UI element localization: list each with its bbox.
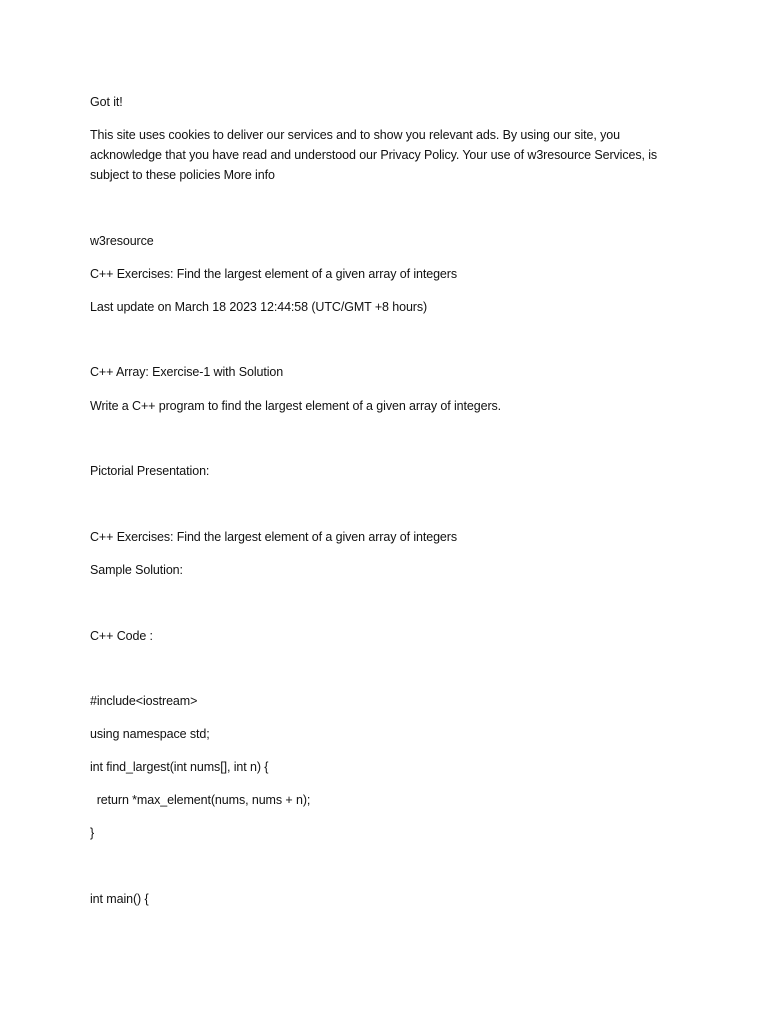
code-label: C++ Code :: [90, 629, 153, 643]
exercise-heading: C++ Array: Exercise-1 with Solution: [90, 365, 284, 379]
image-caption: C++ Exercises: Find the largest element of a given array of integers: [90, 530, 457, 544]
cookie-message-line: This site uses cookies to deliver our services and to show you relevant ads. By using our site, you: [90, 128, 620, 142]
code-line: return *max_element(nums, nums + n);: [90, 793, 311, 807]
code-line: int main() {: [90, 892, 149, 906]
task-description: Write a C++ program to find the largest element of a given array of integers.: [90, 399, 502, 413]
pictorial-label: Pictorial Presentation:: [90, 464, 210, 478]
code-line: #include<iostream>: [90, 694, 198, 708]
cookie-message: [90, 125, 658, 185]
document-page: [90, 0, 690, 1024]
last-update: Last update on March 18 2023 12:44:58 (UTC/GMT +8 hours): [90, 300, 428, 314]
code-line: int find_largest(int nums[], int n) {: [90, 760, 269, 774]
site-name[interactable]: w3resource: [90, 234, 154, 248]
cookie-message-line: subject to these policies More info: [90, 168, 275, 182]
code-line: }: [90, 826, 95, 840]
sample-solution-label: Sample Solution:: [90, 563, 183, 577]
got-it-button[interactable]: Got it!: [90, 95, 123, 109]
page-title: C++ Exercises: Find the largest element of a given array of integers: [90, 267, 457, 281]
code-line: using namespace std;: [90, 727, 210, 741]
cookie-message-line: acknowledge that you have read and understood our Privacy Policy. Your use of w3resource Services, is: [90, 148, 658, 162]
